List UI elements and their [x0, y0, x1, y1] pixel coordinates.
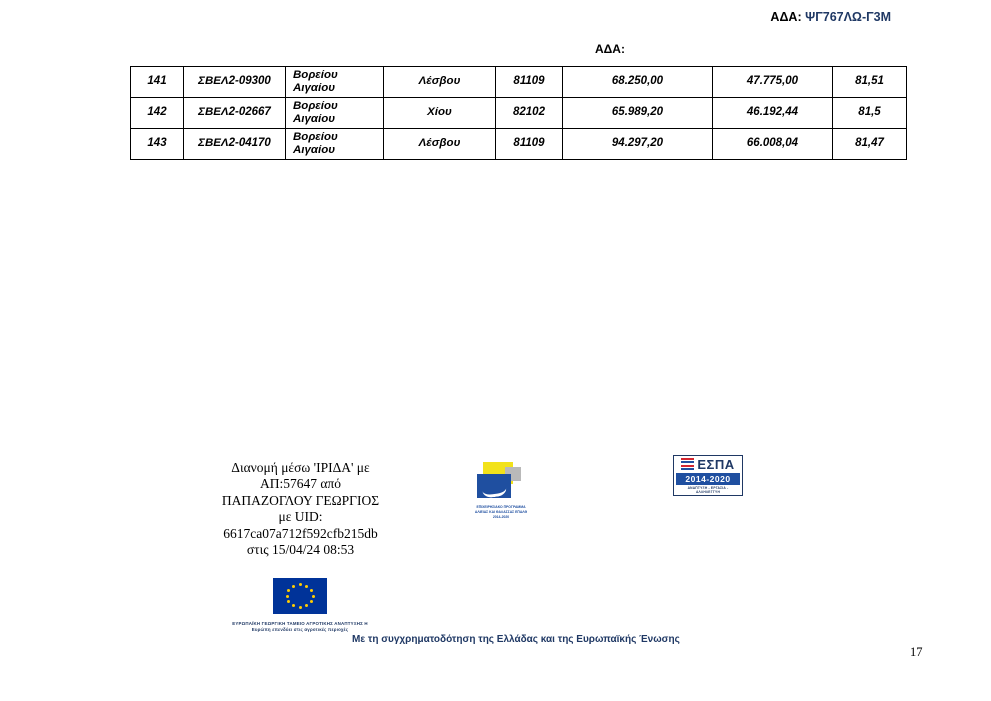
table-row — [131, 98, 907, 129]
cell-region: Βορείου Αιγαίου — [286, 67, 384, 98]
espa-logo-top — [676, 458, 740, 472]
beneficiaries-table — [130, 66, 907, 160]
ada-header — [770, 10, 891, 24]
cell-amount-part: 47.775,00 — [713, 67, 833, 98]
espa-word: ΕΣΠΑ — [697, 457, 735, 473]
ada-header-code: ΨΓ767ΛΩ-Γ3Μ — [805, 10, 891, 24]
cell-amount-total: 68.250,00 — [563, 67, 713, 98]
fisheries-logo-icon — [477, 462, 525, 504]
cell-number: 82102 — [496, 98, 563, 129]
cell-code: ΣΒΕΛ2-09300 — [184, 67, 286, 98]
espa-years: 2014-2020 — [676, 473, 740, 485]
distribution-stamp: Διανομή μέσω 'ΙΡΙΔΑ' με ΑΠ:57647 από ΠΑΠΑΖΟΓΛΟΥ ΓΕΩΡΓΙΟΣ με UID: 6617ca07a712f592cfb215db στις 15/04/24 08:53 — [221, 460, 380, 558]
cell-amount-part: 46.192,44 — [713, 98, 833, 129]
cell-index: 143 — [131, 129, 184, 160]
fisheries-program-logo — [473, 462, 529, 520]
ada-center-label: ΑΔΑ: — [595, 42, 625, 56]
cell-percent: 81,47 — [833, 129, 907, 160]
fisheries-logo-caption: ΕΠΙΧΕΙΡΗΣΙΑΚΟ ΠΡΟΓΡΑΜΜΑ ΑΛΙΕΙΑΣ ΚΑΙ ΘΑΛΑΣΣΑΣ ΕΠΑΛΘ 2014-2020 — [474, 505, 528, 520]
cell-code: ΣΒΕΛ2-04170 — [184, 129, 286, 160]
espa-logo — [673, 455, 743, 496]
cell-code: ΣΒΕΛ2-02667 — [184, 98, 286, 129]
cofinancing-note: Με τη συγχρηματοδότηση της Ελλάδας και της Ευρωπαϊκής Ένωσης — [352, 634, 680, 645]
cell-number: 81109 — [496, 129, 563, 160]
cell-percent: 81,51 — [833, 67, 907, 98]
cell-unit: Λέσβου — [384, 129, 496, 160]
table-row — [131, 129, 907, 160]
cell-region: Βορείου Αιγαίου — [286, 129, 384, 160]
cell-amount-total: 94.297,20 — [563, 129, 713, 160]
eu-flag-icon — [273, 578, 327, 614]
ada-header-label: ΑΔΑ: — [770, 10, 806, 24]
eu-flag-logo — [230, 578, 370, 634]
cell-amount-part: 66.008,04 — [713, 129, 833, 160]
cell-region: Βορείου Αιγαίου — [286, 98, 384, 129]
espa-bars-icon — [681, 458, 694, 472]
cell-index: 142 — [131, 98, 184, 129]
cell-amount-total: 65.989,20 — [563, 98, 713, 129]
cell-unit: Χίου — [384, 98, 496, 129]
cell-unit: Λέσβου — [384, 67, 496, 98]
cell-percent: 81,5 — [833, 98, 907, 129]
cell-number: 81109 — [496, 67, 563, 98]
eu-flag-caption: ΕΥΡΩΠΑΪΚΗ ΓΕΩΡΓΙΚΗ ΤΑΜΕΙΟ ΑΓΡΟΤΙΚΗΣ ΑΝΑΠΤΥΞΗΣ Η Ευρώπη επενδύει στις αγροτικές περιοχές — [232, 621, 368, 633]
cell-index: 141 — [131, 67, 184, 98]
table-row — [131, 67, 907, 98]
page-number: 17 — [910, 645, 923, 659]
espa-subtitle: ΑΝΑΠΤΥΞΗ - ΕΡΓΑΣΙΑ - ΑΛΛΗΛΕΓΓΥΗ — [687, 485, 729, 494]
